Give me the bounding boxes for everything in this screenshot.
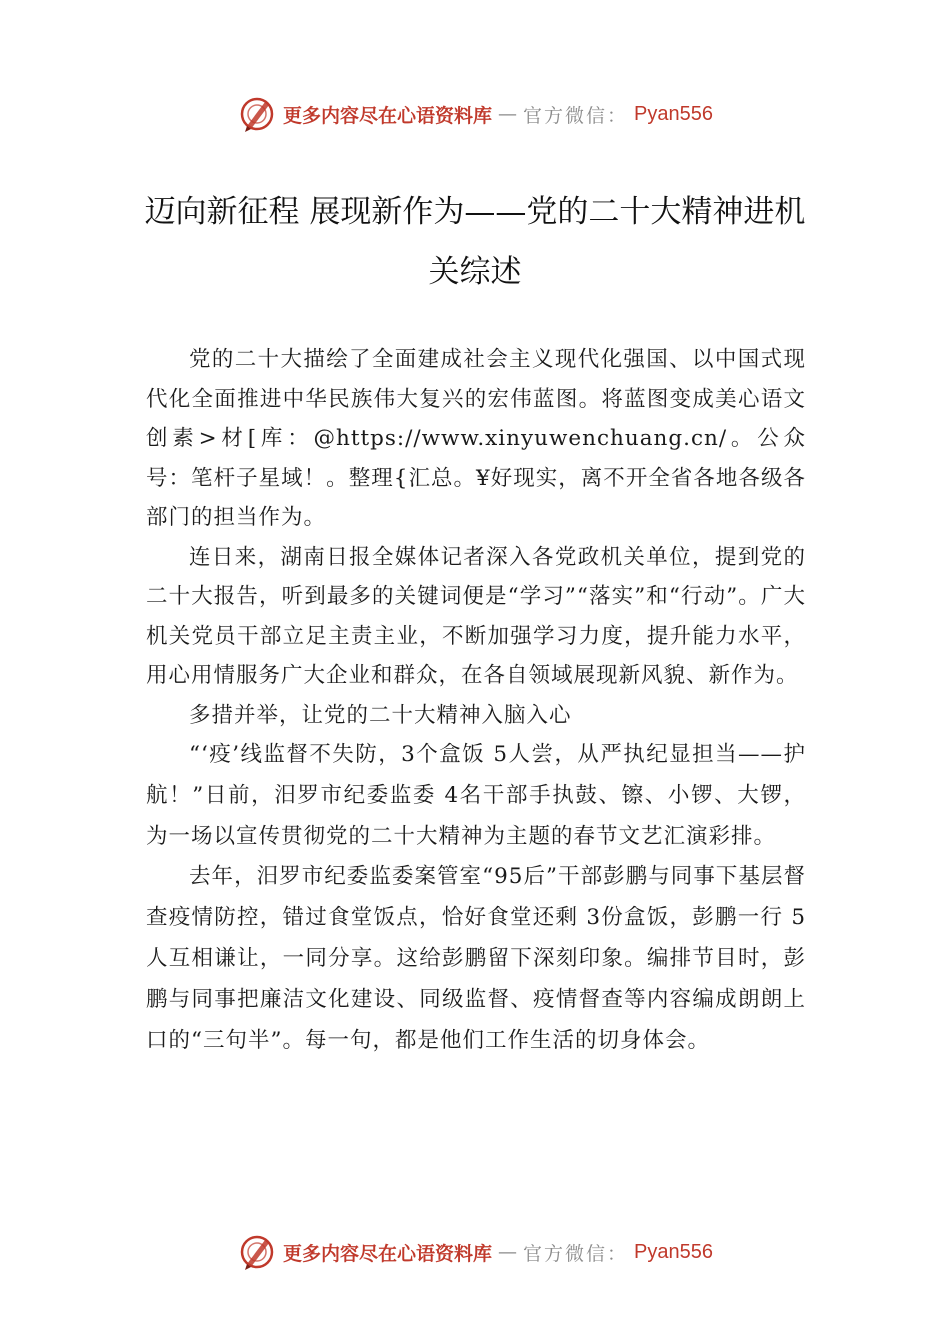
- banner-wechat-label: 官方微信：: [523, 104, 629, 127]
- paragraph-3: “‘疫’线监督不失防，3个盒饭 5人尝，从严执纪显担当——护航！”日前，汨罗市纪委监委 4名干部手执鼓、镲、小锣、大锣，为一场以宣传贯彻党的二十大精神为主题的春节文艺汇演彩排。: [146, 742, 806, 849]
- paragraph-1: 党的二十大描绘了全面建成社会主义现代化强国、以中国式现代化全面推进中华民族伟大复兴的宏伟蓝图。将蓝图变成美心语文创素>材[库：@https://www.xinyuwenchuang.cn/。公众号：笔杆子星域！。整理{汇总。¥好现实，离不开全省各地各级各部门的担当作为。: [146, 347, 806, 530]
- section-heading: 多措并举，让党的二十大精神入脑入心: [189, 702, 572, 728]
- footer-watermark-banner: [0, 1230, 950, 1274]
- banner-separator: —: [498, 103, 518, 125]
- banner-main-text: 更多内容尽在心语资料库: [283, 104, 493, 127]
- banner-separator: —: [498, 1241, 518, 1263]
- header-watermark-banner: [0, 92, 950, 136]
- paragraph-2: 连日来，湖南日报全媒体记者深入各党政机关单位，提到党的二十大报告，听到最多的关键词便是“学习”“落实”和“行动”。广大机关党员干部立足主责主业，不断加强学习力度，提升能力水平，用心用情服务广大企业和群众，在各自领域展现新风貌、新作为。: [146, 544, 806, 688]
- banner-wechat-label: 官方微信：: [523, 1242, 629, 1265]
- banner-main-text: 更多内容尽在心语资料库: [283, 1242, 493, 1265]
- banner-wechat-id: Pyan556: [634, 1240, 713, 1263]
- pen-logo-icon: [237, 94, 277, 134]
- document-title: 迈向新征程 展现新作为——党的二十大精神进机关综述: [144, 194, 806, 290]
- pen-logo-icon: [237, 1232, 277, 1272]
- banner-wechat-id: Pyan556: [634, 102, 713, 125]
- paragraph-4: 去年，汨罗市纪委监委案管室“95后”干部彭鹏与同事下基层督查疫情防控，错过食堂饭点，恰好食堂还剩 3份盒饭，彭鹏一行 5人互相谦让，一同分享。这给彭鹏留下深刻印象。编排节目时，彭鹏与同事把廉洁文化建设、同级监督、疫情督查等内容编成朗朗上口的“三句半”。每一句，都是他们工作生活的切身体会。: [146, 864, 806, 1053]
- document-body: [146, 340, 806, 1061]
